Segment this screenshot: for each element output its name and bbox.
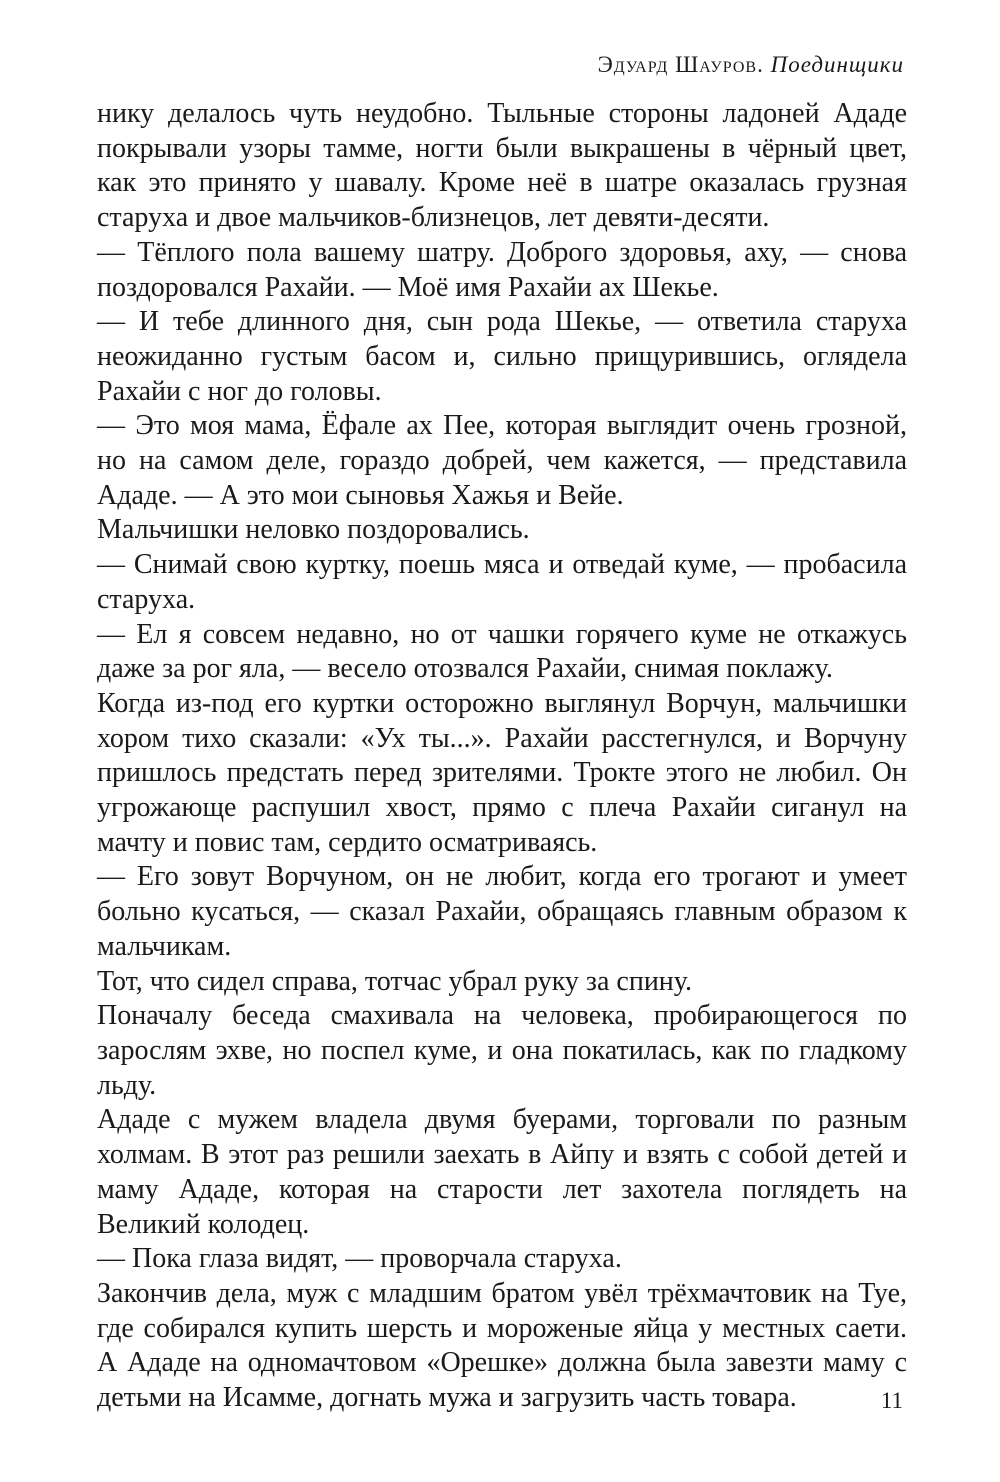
body-text	[97, 97, 907, 1416]
paragraph: нику делалось чуть неудобно. Тыльные стороны ладоней Ададе покрывали узоры тамме, ногти были выкрашены в чёрный цвет, как это принято у шавалу. Кроме неё в шатре оказалась грузная старуха и двое мальчиков-близнецов, лет девяти-десяти.	[97, 98, 907, 234]
paragraph: — Снимай свою куртку, поешь мяса и отведай куме, — пробасила старуха.	[97, 549, 907, 615]
paragraph: Поначалу беседа смахивала на человека, пробирающегося по зарослям эхве, но поспел куме, и она покатилась, как по гладкому льду.	[97, 1000, 907, 1101]
paragraph: — Тёплого пола вашему шатру. Доброго здоровья, аху, — снова поздоровался Рахайи. — Моё имя Рахайи ах Шекье.	[97, 236, 907, 303]
page-number: 11	[880, 1388, 903, 1413]
paragraph: Ададе с мужем владела двумя буерами, торговали по разным холмам. В этот раз решили заехать в Айпу и взять с собой детей и маму Ададе, которая на старости лет захотела поглядеть на Великий колодец.	[97, 1104, 907, 1240]
paragraph: Мальчишки неловко поздоровались.	[97, 514, 530, 546]
paragraph: — И тебе длинного дня, сын рода Шекье, — ответила старуха неожиданно густым басом и, сильно прищурившись, оглядела Рахайи с ног до головы.	[97, 306, 907, 407]
paragraph: — Ел я совсем недавно, но от чашки горячего куме не откажусь даже за рог яла, — весело отозвался Рахайи, снимая поклажу.	[97, 618, 907, 685]
paragraph: Когда из-под его куртки осторожно выглянул Ворчун, мальчишки хором тихо сказали: «Ух ты...». Рахайи расстегнулся, и Ворчуну пришлось предстать перед зрителями. Трокте этого не любил. Он угрожающе распушил хвост, прямо с плеча Рахайи сиганул на мачту и повис там, сердито осматриваясь.	[97, 687, 907, 858]
paragraph: — Его зовут Ворчуном, он не любит, когда его трогают и умеет больно кусаться, — сказал Рахайи, обращаясь главным образом к мальчикам.	[97, 861, 907, 962]
running-header	[598, 52, 904, 78]
paragraph: — Пока глаза видят, — проворчала старуха.	[97, 1243, 622, 1275]
paragraph: — Это моя мама, Ёфале ах Пее, которая выглядит очень грозной, но на самом деле, гораздо добрей, чем кажется, — представила Ададе. — А это мои сыновья Хажья и Вейе.	[97, 410, 907, 511]
paragraph: Тот, что сидел справа, тотчас убрал руку за спину.	[97, 965, 692, 997]
header-author: Эдуард Шауров.	[597, 52, 764, 77]
paragraph: Закончив дела, муж с младшим братом увёл трёхмачтовик на Туе, где собирался купить шерсть и мороженые яйца у местных саети. А Ададе на одномачтовом «Орешке» должна была завезти маму с детьми на Исамме, догнать мужа и загрузить часть товара.	[97, 1277, 907, 1414]
header-title: Поединщики	[770, 52, 904, 77]
